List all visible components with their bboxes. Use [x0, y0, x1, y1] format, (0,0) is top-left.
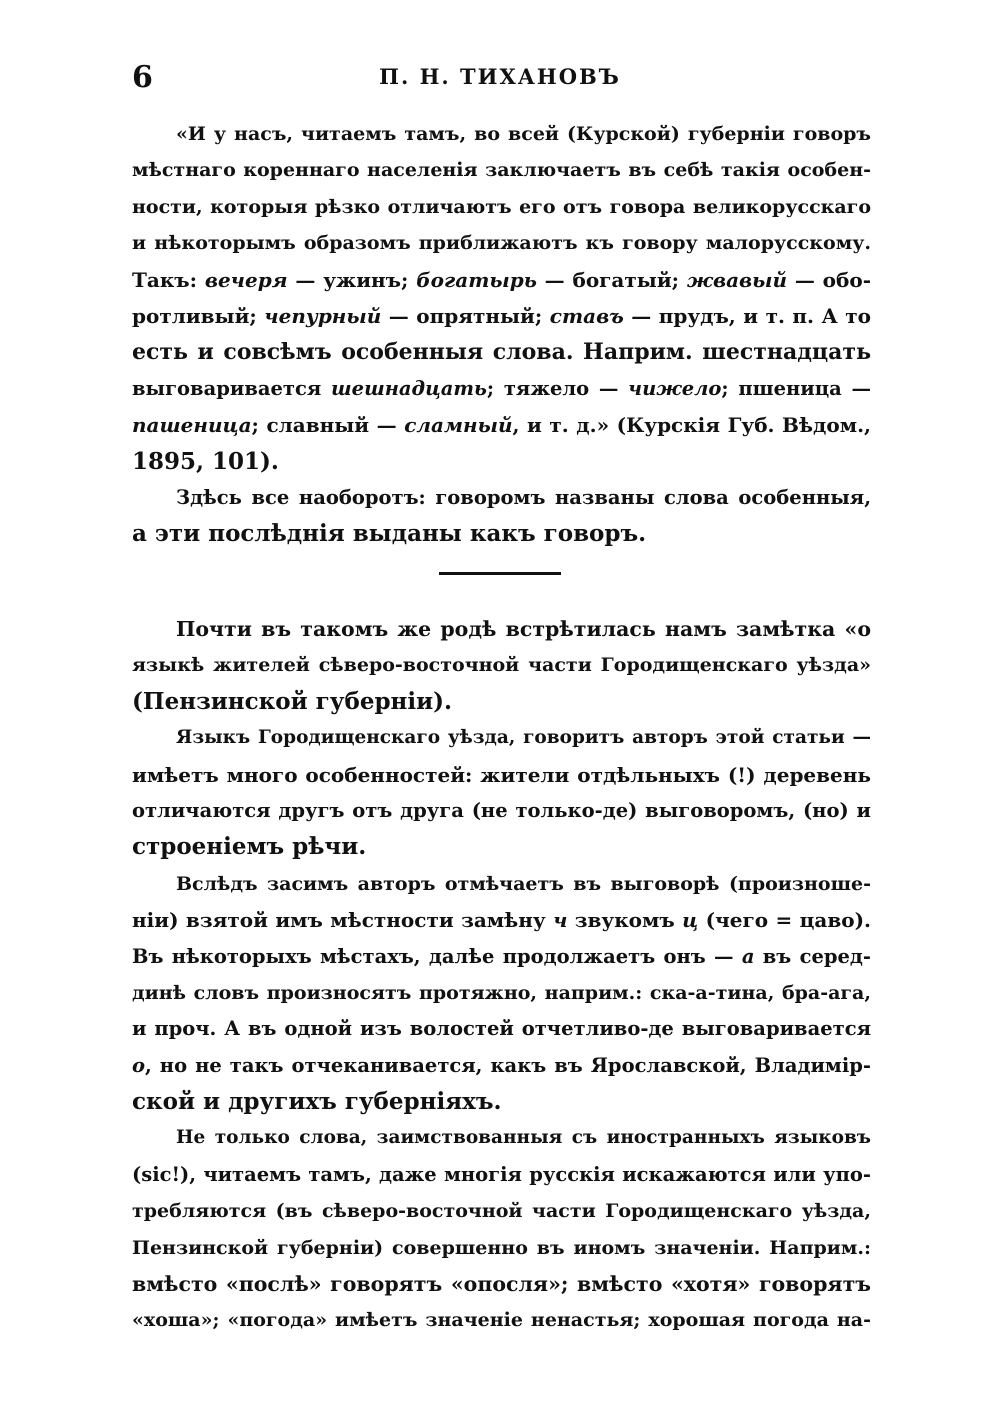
- text-line: а эти послѣднія выданы какъ говоръ.: [132, 520, 647, 548]
- dialect-word: ц: [682, 908, 699, 933]
- dialect-word: сламный: [404, 413, 513, 438]
- dialect-word: чепурный: [264, 303, 382, 328]
- text-line: «хоша»; «погода» имѣетъ значеніе ненастья; хорошая погода на-: [132, 1309, 871, 1332]
- text-line: Такъ: вечеря — ужинъ; богатырь — богатый; жвавый — обо-: [132, 267, 871, 292]
- text-line: требляются (въ сѣверо-восточной части Городищенскаго уѣзда,: [132, 1200, 871, 1223]
- text-line: имѣетъ много особенностей: жители отдѣльныхъ (!) деревень: [132, 762, 871, 787]
- page-number: 6: [132, 60, 153, 95]
- dialect-word: ч: [553, 908, 568, 933]
- text-line: и проч. А въ одной изъ волостей отчетливо-де выговаривается: [132, 1017, 871, 1041]
- text-line: «И у насъ, читаемъ тамъ, во всей (Курской) губерніи говоръ: [176, 123, 871, 145]
- dialect-word: ставъ: [549, 303, 624, 328]
- text-line: о, но не такъ отчеканивается, какъ въ Ярославской, Владимір-: [132, 1053, 871, 1077]
- text-line: есть и совсѣмъ особенныя слова. Наприм. шестнадцать: [132, 339, 871, 366]
- text-line: пашеница; славный — сламный, и т. д.» (Курскія Губ. Вѣдом.,: [132, 413, 871, 438]
- paragraph: [132, 720, 871, 866]
- dialect-word: а: [741, 944, 755, 968]
- text-line: ротливый; чепурный — опрятный; ставъ — прудъ, и т. п. А то: [132, 303, 871, 328]
- text-line: выговаривается шешнадцать; тяжело — чижело; пшеница —: [132, 376, 871, 400]
- text-line: 1895, 101).: [132, 447, 279, 475]
- text-line: и нѣкоторымъ образомъ приближаютъ къ говору малорусскому.: [132, 232, 871, 255]
- text-line: Не только слова, заимствованныя съ иностранныхъ языковъ: [176, 1127, 871, 1149]
- text-line: (sic!), читаемъ тамъ, даже многія русскія искажаются или упо-: [132, 1162, 871, 1186]
- text-line: Въ нѣкоторыхъ мѣстахъ, далѣе продолжаетъ онъ — а въ серед-: [132, 944, 871, 968]
- text-line: Вслѣдъ засимъ авторъ отмѣчаетъ въ выговорѣ (произноше-: [176, 872, 871, 895]
- dialect-word: жвавый: [686, 267, 788, 292]
- text-line: ности, которыя рѣзко отличаютъ его отъ говора великорусскаго: [132, 195, 871, 218]
- text-line: ской и другихъ губерніяхъ.: [132, 1088, 502, 1116]
- paragraph: [132, 1120, 871, 1338]
- dialect-word: богатырь: [416, 267, 537, 292]
- dialect-word: о: [132, 1053, 146, 1077]
- quote-section: [132, 116, 871, 553]
- dialect-word: чижело: [628, 376, 722, 400]
- paragraph: [132, 611, 871, 720]
- text-line: отличаются другъ отъ друга (не только-де) выговоромъ, (но) и: [132, 798, 871, 822]
- text-line: Здѣсь все наоборотъ: говоромъ названы слова особенныя,: [176, 485, 871, 509]
- paragraph: [132, 480, 871, 553]
- text-line: (Пензинской губерніи).: [132, 687, 453, 715]
- section-divider: [439, 572, 561, 575]
- text-line: вмѣсто «послѣ» говорятъ «опосля»; вмѣсто «хотя» говорятъ: [132, 1272, 871, 1297]
- paragraph: [132, 866, 871, 1121]
- text-line: Пензинской губерніи) совершенно въ иномъ значеніи. Наприм.:: [132, 1236, 871, 1259]
- dialect-word: шешнадцать: [331, 376, 487, 400]
- text-line: строеніемъ рѣчи.: [132, 833, 367, 861]
- article-section: [132, 611, 871, 1339]
- text-line: Языкъ Городищенскаго уѣзда, говоритъ авторъ этой статьи —: [176, 727, 871, 749]
- text-line: динѣ словъ произносятъ протяжно, наприм.: ска-а-тина, бра-ага,: [132, 981, 871, 1004]
- text-line: мѣстнаго кореннаго населенія заключаетъ въ себѣ такія особен-: [132, 159, 871, 182]
- dialect-word: вечеря: [204, 267, 288, 292]
- paragraph: [132, 116, 871, 480]
- dialect-word: пашеница: [132, 413, 252, 438]
- text-line: Почти въ такомъ же родѣ встрѣтилась намъ замѣтка «о: [176, 617, 871, 641]
- text-line: ніи) взятой имъ мѣстности замѣну ч звукомъ ц (чего = цаво).: [132, 908, 871, 933]
- text-line: языкѣ жителей сѣверо-восточной части Городищенскаго уѣзда»: [132, 654, 871, 677]
- running-head: П. Н. ТИХАНОВЪ: [379, 64, 621, 89]
